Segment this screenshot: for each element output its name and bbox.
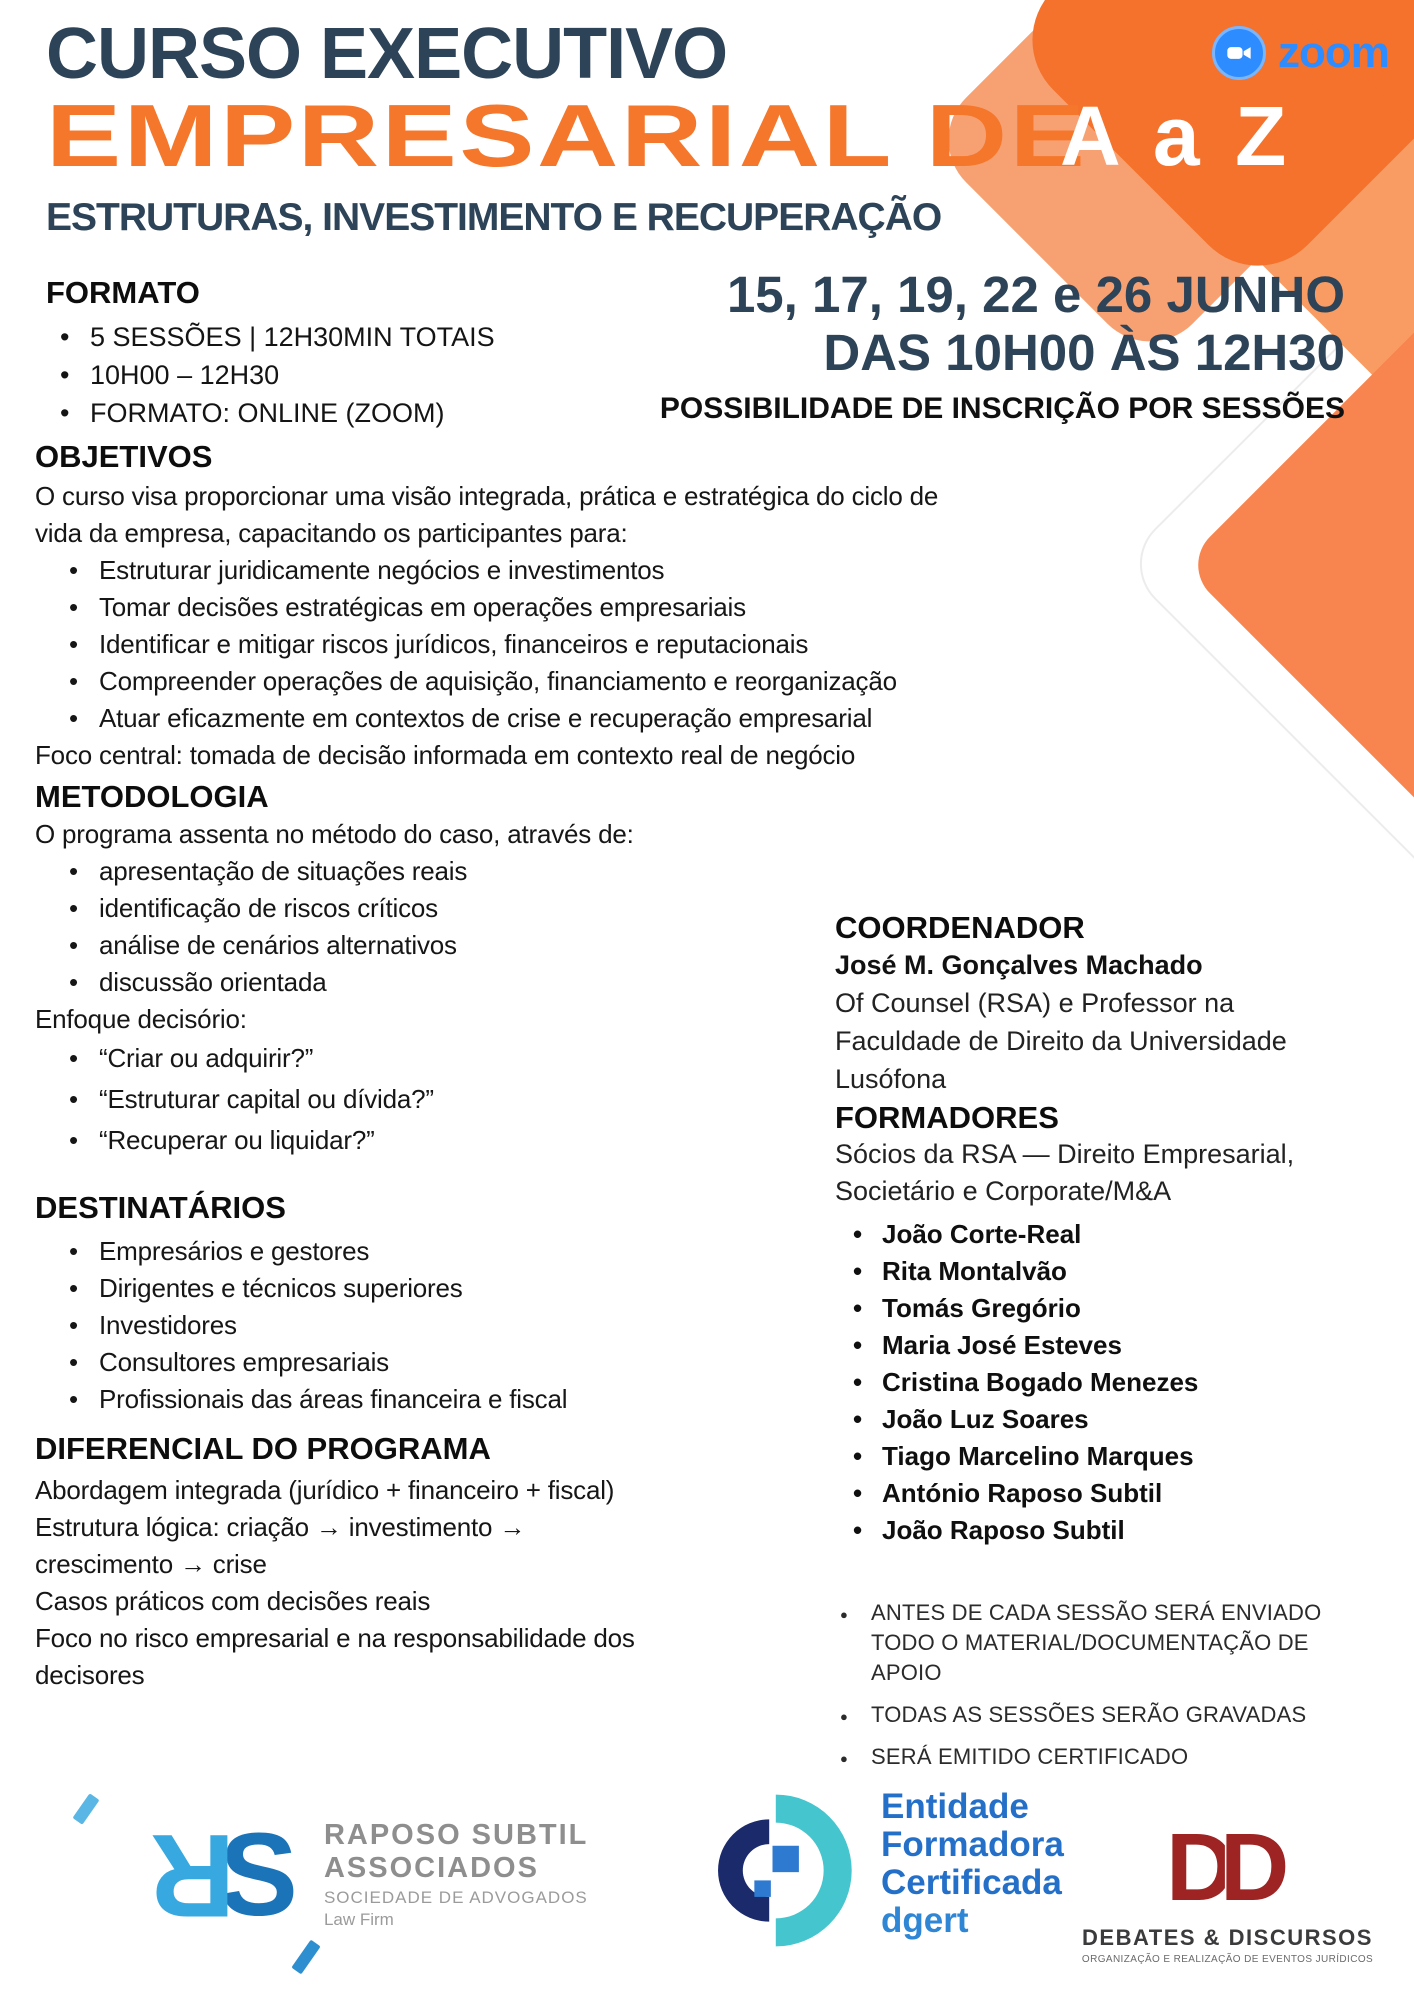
page-title-line2 [46,86,1293,185]
diferencial-line: decisores [35,1660,145,1690]
rsa-name-line: ASSOCIADOS [323,1852,539,1884]
coordenador-role-line: Of Counsel (RSA) e Professor na [835,988,1235,1018]
coordenador-name: José M. Gonçalves Machado [835,950,1203,980]
diferencial-line: Foco no risco empresarial e na responsabilidade dos [35,1623,635,1653]
list-item: • FORMATO: ONLINE (ZOOM) [46,394,495,432]
svg-text:D: D [1165,1814,1235,1912]
list-item: • João Corte-Real [835,1216,1414,1253]
list-item: • identificação de riscos críticos [35,890,1045,927]
list-item: • Identificar e mitigar riscos jurídicos, financeiros e reputacionais [35,626,1045,663]
list-item: ● ANTES DE CADA SESSÃO SERÁ ENVIADO TODO O MATERIAL/DOCUMENTAÇÃO DE APOIO [838,1598,1343,1688]
list-item: • António Raposo Subtil [835,1475,1414,1512]
list-item: • Tomar decisões estratégicas em operações empresariais [35,589,1045,626]
debates-discursos-logo [1075,1812,1380,1965]
dgert-text-line: dgert [881,1901,969,1940]
page-subtitle: ESTRUTURAS, INVESTIMENTO E RECUPERAÇÃO [46,196,942,239]
dd-monogram-icon [1148,1812,1308,1912]
diferencial-line: Casos práticos com decisões reais [35,1586,431,1616]
section-objetivos [35,440,1045,774]
diferencial-heading: DIFERENCIAL DO PROGRAMA [35,1431,491,1466]
list-item: • “Recuperar ou liquidar?” [35,1120,1045,1161]
list-item: • João Raposo Subtil [835,1512,1414,1549]
page-title-line1: CURSO EXECUTIVO [46,14,728,94]
coordenador-role-line: Lusófona [835,1064,947,1094]
dd-tagline: ORGANIZAÇÃO E REALIZAÇÃO DE EVENTOS JURÍDICOS [1081,1954,1374,1965]
list-item: • “Estruturar capital ou dívida?” [35,1079,1045,1120]
list-item: • Cristina Bogado Menezes [835,1364,1414,1401]
section-formato [46,276,495,432]
section-coordenador-formadores [835,910,1414,1549]
list-item: • “Criar ou adquirir?” [35,1038,1045,1079]
formato-heading: FORMATO [46,275,200,310]
list-item: • apresentação de situações reais [35,853,1045,890]
formadores-intro-line: Societário e Corporate/M&A [835,1176,1172,1206]
metodologia-heading: METODOLOGIA [35,779,269,814]
rsa-monogram-icon [150,1800,298,1950]
objetivos-list [35,552,1045,737]
list-item: • Compreender operações de aquisição, financiamento e reorganização [35,663,1045,700]
list-item: • Tomás Gregório [835,1290,1414,1327]
zoom-camera-icon [1212,26,1266,80]
list-item: • Consultores empresariais [35,1344,1045,1381]
objetivos-intro-line2: vida da empresa, capacitando os participantes para: [35,518,628,548]
list-item: • 10H00 – 12H30 [46,356,495,394]
header [46,14,1293,240]
coordenador-role-line: Faculdade de Direito da Universidade [835,1026,1287,1056]
notes-list [838,1598,1343,1772]
rsa-accent-shape [72,1793,99,1824]
zoom-logo [1212,26,1389,80]
list-item: • Dirigentes e técnicos superiores [35,1270,1045,1307]
objetivos-heading: OBJETIVOS [35,439,213,474]
list-item: • Rita Montalvão [835,1253,1414,1290]
objetivos-focus: Foco central: tomada de decisão informada em contexto real de negócio [35,740,856,770]
formato-list [46,318,495,432]
diferencial-line: crescimento → crise [35,1549,267,1579]
section-notes [838,1598,1343,1784]
list-item: • Estruturar juridicamente negócios e investimentos [35,552,1045,589]
rsa-logo [150,1800,588,1950]
page-title-line2-white: A a Z [1060,89,1293,183]
rsa-tagline: SOCIEDADE DE ADVOGADOS [323,1888,588,1907]
list-item: • João Luz Soares [835,1401,1414,1438]
metodologia-intro: O programa assenta no método do caso, através de: [35,819,634,849]
section-diferencial [35,1432,695,1694]
list-item: • análise de cenários alternativos [35,927,1045,964]
schedule-block [660,266,1345,426]
list-item: • 5 SESSÕES | 12H30MIN TOTAIS [46,318,495,356]
rsa-logo-text [324,1819,588,1931]
list-item: • discussão orientada [35,964,1045,1001]
list-item: • Empresários e gestores [35,1233,1045,1270]
list-item: • Maria José Esteves [835,1327,1414,1364]
dgert-text-line: Certificada [881,1863,1062,1902]
list-item: • Profissionais das áreas financeira e fiscal [35,1381,1045,1418]
list-item: ● TODAS AS SESSÕES SERÃO GRAVADAS [838,1700,1343,1730]
dgert-text-line: Formadora [881,1825,1064,1864]
dgert-logo [690,1788,1064,1953]
list-item: • Tiago Marcelino Marques [835,1438,1414,1475]
formadores-heading: FORMADORES [835,1100,1059,1135]
rsa-name-line: RAPOSO SUBTIL [323,1819,589,1851]
rsa-monogram-s: S [219,1809,298,1941]
schedule-hours: DAS 10H00 ÀS 12H30 [823,324,1345,381]
destinatarios-heading: DESTINATÁRIOS [35,1190,286,1225]
dd-name: DEBATES & DISCURSOS [1082,1925,1373,1950]
formadores-intro-line: Sócios da RSA — Direito Empresarial, [835,1139,1295,1169]
list-item: ● SERÁ EMITIDO CERTIFICADO [838,1742,1343,1772]
objetivos-intro-line1: O curso visa proporcionar uma visão integrada, prática e estratégica do ciclo de [35,481,939,511]
rsa-accent-shape [291,1940,320,1975]
schedule-note: POSSIBILIDADE DE INSCRIÇÃO POR SESSÕES [659,392,1345,425]
formadores-list [835,1216,1414,1549]
dgert-emblem-icon [690,1788,855,1953]
list-item: • Atuar eficazmente em contextos de crise e recuperação empresarial [35,700,1045,737]
diferencial-line: Abordagem integrada (jurídico + financeiro + fiscal) [35,1475,615,1505]
list-item: • Investidores [35,1307,1045,1344]
dgert-logo-text [881,1788,1064,1940]
dgert-text-line: Entidade [881,1787,1029,1826]
enfoque-label: Enfoque decisório: [35,1004,247,1034]
svg-text:D: D [1219,1814,1289,1912]
schedule-dates: 15, 17, 19, 22 e 26 JUNHO [726,266,1345,323]
page-title-line2-orange: EMPRESARIAL DE [46,86,1088,185]
rsa-monogram-r: R [150,1809,236,1941]
diferencial-line: Estrutura lógica: criação → investimento → [35,1512,526,1542]
coordenador-heading: COORDENADOR [835,910,1085,945]
rsa-tagline: Law Firm [323,1910,394,1929]
zoom-wordmark: zoom [1278,28,1389,77]
